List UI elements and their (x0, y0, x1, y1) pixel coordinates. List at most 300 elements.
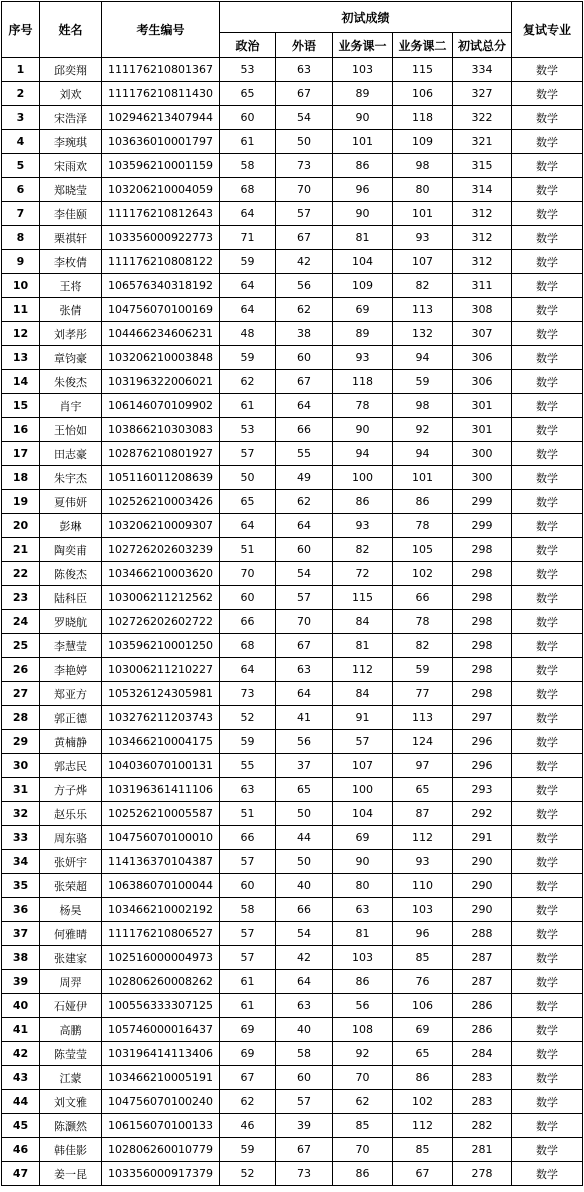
cell-subject-one: 82 (333, 538, 393, 562)
cell-seq: 4 (2, 130, 40, 154)
cell-candidate-id: 106146070109902 (102, 394, 220, 418)
cell-major: 数学 (512, 586, 583, 610)
cell-foreign-language: 73 (276, 154, 333, 178)
cell-name: 方子烨 (40, 778, 102, 802)
cell-candidate-id: 103466210002192 (102, 898, 220, 922)
cell-major: 数学 (512, 730, 583, 754)
cell-major: 数学 (512, 106, 583, 130)
cell-politics: 67 (220, 1066, 276, 1090)
cell-candidate-id: 103196322006021 (102, 370, 220, 394)
cell-major: 数学 (512, 658, 583, 682)
cell-foreign-language: 39 (276, 1114, 333, 1138)
cell-seq: 8 (2, 226, 40, 250)
cell-candidate-id: 103206210004059 (102, 178, 220, 202)
cell-major: 数学 (512, 490, 583, 514)
header-subject-one: 业务课一 (333, 33, 393, 58)
cell-name: 杨昊 (40, 898, 102, 922)
cell-name: 张荣超 (40, 874, 102, 898)
cell-name: 田志豪 (40, 442, 102, 466)
cell-subject-one: 57 (333, 730, 393, 754)
cell-candidate-id: 103596210001250 (102, 634, 220, 658)
cell-foreign-language: 50 (276, 850, 333, 874)
cell-name: 黄楠静 (40, 730, 102, 754)
cell-total: 282 (453, 1114, 512, 1138)
cell-total: 312 (453, 226, 512, 250)
cell-candidate-id: 103636010001797 (102, 130, 220, 154)
cell-foreign-language: 67 (276, 634, 333, 658)
header-total: 初试总分 (453, 33, 512, 58)
cell-subject-two: 113 (393, 298, 453, 322)
cell-subject-two: 115 (393, 58, 453, 82)
cell-subject-one: 90 (333, 202, 393, 226)
cell-major: 数学 (512, 850, 583, 874)
cell-foreign-language: 57 (276, 586, 333, 610)
cell-major: 数学 (512, 298, 583, 322)
cell-subject-one: 118 (333, 370, 393, 394)
cell-candidate-id: 111176210811430 (102, 82, 220, 106)
cell-foreign-language: 38 (276, 322, 333, 346)
cell-major: 数学 (512, 346, 583, 370)
cell-major: 数学 (512, 946, 583, 970)
cell-name: 朱宇杰 (40, 466, 102, 490)
table-row (2, 802, 583, 826)
cell-subject-two: 98 (393, 394, 453, 418)
cell-seq: 17 (2, 442, 40, 466)
cell-seq: 45 (2, 1114, 40, 1138)
cell-seq: 33 (2, 826, 40, 850)
cell-name: 李枚倩 (40, 250, 102, 274)
cell-name: 张妍宇 (40, 850, 102, 874)
cell-subject-two: 78 (393, 610, 453, 634)
cell-foreign-language: 65 (276, 778, 333, 802)
cell-subject-two: 78 (393, 514, 453, 538)
cell-major: 数学 (512, 82, 583, 106)
cell-candidate-id: 102726202602722 (102, 610, 220, 634)
cell-seq: 28 (2, 706, 40, 730)
cell-subject-one: 80 (333, 874, 393, 898)
cell-name: 陈俊杰 (40, 562, 102, 586)
cell-politics: 60 (220, 874, 276, 898)
cell-major: 数学 (512, 154, 583, 178)
cell-name: 姜一昆 (40, 1162, 102, 1186)
cell-subject-one: 86 (333, 154, 393, 178)
cell-subject-two: 65 (393, 1042, 453, 1066)
cell-name: 肖宇 (40, 394, 102, 418)
cell-politics: 66 (220, 826, 276, 850)
table-row (2, 178, 583, 202)
cell-candidate-id: 102876210801927 (102, 442, 220, 466)
cell-name: 高鹏 (40, 1018, 102, 1042)
cell-total: 307 (453, 322, 512, 346)
cell-total: 281 (453, 1138, 512, 1162)
cell-name: 刘孝彤 (40, 322, 102, 346)
table-row (2, 82, 583, 106)
cell-seq: 1 (2, 58, 40, 82)
cell-major: 数学 (512, 1114, 583, 1138)
cell-foreign-language: 50 (276, 130, 333, 154)
cell-foreign-language: 64 (276, 394, 333, 418)
cell-subject-one: 104 (333, 250, 393, 274)
cell-total: 278 (453, 1162, 512, 1186)
cell-foreign-language: 60 (276, 538, 333, 562)
cell-seq: 26 (2, 658, 40, 682)
cell-subject-one: 93 (333, 346, 393, 370)
cell-subject-two: 118 (393, 106, 453, 130)
score-table (1, 1, 583, 1186)
cell-politics: 51 (220, 538, 276, 562)
cell-major: 数学 (512, 634, 583, 658)
cell-subject-two: 97 (393, 754, 453, 778)
cell-name: 周羿 (40, 970, 102, 994)
cell-seq: 12 (2, 322, 40, 346)
cell-politics: 48 (220, 322, 276, 346)
cell-foreign-language: 42 (276, 946, 333, 970)
header-foreign-language: 外语 (276, 33, 333, 58)
cell-foreign-language: 64 (276, 970, 333, 994)
cell-foreign-language: 67 (276, 1138, 333, 1162)
cell-name: 刘文雅 (40, 1090, 102, 1114)
cell-subject-one: 85 (333, 1114, 393, 1138)
cell-subject-one: 104 (333, 802, 393, 826)
cell-foreign-language: 44 (276, 826, 333, 850)
cell-subject-two: 94 (393, 442, 453, 466)
cell-candidate-id: 102516000004973 (102, 946, 220, 970)
cell-subject-two: 93 (393, 850, 453, 874)
cell-seq: 24 (2, 610, 40, 634)
cell-foreign-language: 66 (276, 898, 333, 922)
table-row (2, 1090, 583, 1114)
cell-subject-two: 59 (393, 370, 453, 394)
cell-seq: 29 (2, 730, 40, 754)
cell-candidate-id: 102526210003426 (102, 490, 220, 514)
cell-candidate-id: 105326124305981 (102, 682, 220, 706)
cell-total: 291 (453, 826, 512, 850)
cell-politics: 65 (220, 82, 276, 106)
cell-seq: 46 (2, 1138, 40, 1162)
cell-candidate-id: 103006211210227 (102, 658, 220, 682)
cell-seq: 39 (2, 970, 40, 994)
table-row (2, 946, 583, 970)
cell-candidate-id: 111176210806527 (102, 922, 220, 946)
cell-total: 321 (453, 130, 512, 154)
cell-foreign-language: 64 (276, 514, 333, 538)
cell-seq: 35 (2, 874, 40, 898)
cell-subject-one: 90 (333, 106, 393, 130)
table-row (2, 274, 583, 298)
table-row (2, 922, 583, 946)
table-row (2, 682, 583, 706)
cell-subject-two: 113 (393, 706, 453, 730)
cell-total: 298 (453, 538, 512, 562)
cell-seq: 19 (2, 490, 40, 514)
cell-subject-one: 91 (333, 706, 393, 730)
cell-name: 罗晓航 (40, 610, 102, 634)
table-row (2, 58, 583, 82)
cell-total: 290 (453, 874, 512, 898)
cell-subject-two: 102 (393, 562, 453, 586)
cell-subject-two: 103 (393, 898, 453, 922)
cell-candidate-id: 103466210005191 (102, 1066, 220, 1090)
cell-major: 数学 (512, 1018, 583, 1042)
cell-politics: 59 (220, 250, 276, 274)
cell-subject-two: 112 (393, 826, 453, 850)
cell-foreign-language: 49 (276, 466, 333, 490)
table-row (2, 490, 583, 514)
cell-name: 张倩 (40, 298, 102, 322)
cell-candidate-id: 104036070100131 (102, 754, 220, 778)
table-row (2, 778, 583, 802)
cell-subject-two: 101 (393, 202, 453, 226)
cell-seq: 31 (2, 778, 40, 802)
cell-subject-one: 96 (333, 178, 393, 202)
cell-seq: 43 (2, 1066, 40, 1090)
cell-foreign-language: 41 (276, 706, 333, 730)
cell-major: 数学 (512, 874, 583, 898)
cell-major: 数学 (512, 418, 583, 442)
cell-politics: 50 (220, 466, 276, 490)
cell-seq: 40 (2, 994, 40, 1018)
cell-major: 数学 (512, 682, 583, 706)
cell-politics: 52 (220, 706, 276, 730)
cell-subject-two: 112 (393, 1114, 453, 1138)
cell-name: 章钧豪 (40, 346, 102, 370)
cell-subject-two: 59 (393, 658, 453, 682)
cell-subject-two: 82 (393, 634, 453, 658)
table-row (2, 298, 583, 322)
cell-subject-one: 86 (333, 490, 393, 514)
cell-subject-one: 72 (333, 562, 393, 586)
cell-name: 陶奕甫 (40, 538, 102, 562)
cell-seq: 15 (2, 394, 40, 418)
cell-major: 数学 (512, 130, 583, 154)
header-row-top (2, 2, 583, 33)
cell-politics: 63 (220, 778, 276, 802)
cell-politics: 59 (220, 346, 276, 370)
table-row (2, 562, 583, 586)
cell-foreign-language: 63 (276, 658, 333, 682)
cell-seq: 11 (2, 298, 40, 322)
cell-candidate-id: 103206210009307 (102, 514, 220, 538)
cell-total: 308 (453, 298, 512, 322)
cell-total: 311 (453, 274, 512, 298)
table-row (2, 1042, 583, 1066)
cell-total: 283 (453, 1066, 512, 1090)
cell-candidate-id: 102946213407944 (102, 106, 220, 130)
cell-foreign-language: 54 (276, 922, 333, 946)
table-row (2, 1018, 583, 1042)
cell-politics: 57 (220, 850, 276, 874)
header-candidate-id: 考生编号 (102, 2, 220, 58)
cell-major: 数学 (512, 970, 583, 994)
cell-candidate-id: 103196361411106 (102, 778, 220, 802)
cell-major: 数学 (512, 250, 583, 274)
cell-name: 韩佳影 (40, 1138, 102, 1162)
cell-name: 刘欢 (40, 82, 102, 106)
cell-name: 彭琳 (40, 514, 102, 538)
cell-candidate-id: 100556333307125 (102, 994, 220, 1018)
cell-politics: 69 (220, 1018, 276, 1042)
cell-name: 郭正德 (40, 706, 102, 730)
cell-name: 王将 (40, 274, 102, 298)
cell-foreign-language: 62 (276, 298, 333, 322)
cell-politics: 60 (220, 106, 276, 130)
header-subject-two: 业务课二 (393, 33, 453, 58)
cell-subject-two: 85 (393, 946, 453, 970)
cell-major: 数学 (512, 802, 583, 826)
cell-subject-one: 93 (333, 514, 393, 538)
cell-candidate-id: 111176210808122 (102, 250, 220, 274)
cell-candidate-id: 105746000016437 (102, 1018, 220, 1042)
cell-seq: 16 (2, 418, 40, 442)
cell-foreign-language: 57 (276, 202, 333, 226)
cell-subject-one: 115 (333, 586, 393, 610)
cell-politics: 53 (220, 58, 276, 82)
cell-seq: 25 (2, 634, 40, 658)
cell-candidate-id: 103466210003620 (102, 562, 220, 586)
cell-politics: 58 (220, 154, 276, 178)
cell-candidate-id: 102806260008262 (102, 970, 220, 994)
cell-subject-two: 106 (393, 994, 453, 1018)
cell-total: 286 (453, 1018, 512, 1042)
cell-politics: 68 (220, 634, 276, 658)
cell-subject-one: 103 (333, 946, 393, 970)
cell-foreign-language: 63 (276, 58, 333, 82)
cell-foreign-language: 40 (276, 1018, 333, 1042)
cell-candidate-id: 111176210801367 (102, 58, 220, 82)
cell-politics: 65 (220, 490, 276, 514)
cell-subject-one: 56 (333, 994, 393, 1018)
cell-seq: 32 (2, 802, 40, 826)
cell-candidate-id: 104756070100240 (102, 1090, 220, 1114)
cell-major: 数学 (512, 466, 583, 490)
cell-major: 数学 (512, 610, 583, 634)
cell-candidate-id: 103466210004175 (102, 730, 220, 754)
cell-subject-two: 105 (393, 538, 453, 562)
cell-seq: 44 (2, 1090, 40, 1114)
cell-politics: 51 (220, 802, 276, 826)
cell-subject-one: 78 (333, 394, 393, 418)
table-row (2, 826, 583, 850)
cell-candidate-id: 103206210003848 (102, 346, 220, 370)
cell-foreign-language: 42 (276, 250, 333, 274)
cell-total: 312 (453, 250, 512, 274)
cell-subject-one: 94 (333, 442, 393, 466)
cell-major: 数学 (512, 754, 583, 778)
cell-name: 何雅晴 (40, 922, 102, 946)
cell-foreign-language: 70 (276, 178, 333, 202)
table-row (2, 226, 583, 250)
cell-subject-one: 109 (333, 274, 393, 298)
cell-total: 298 (453, 658, 512, 682)
cell-major: 数学 (512, 514, 583, 538)
cell-name: 郭志民 (40, 754, 102, 778)
cell-name: 李慧莹 (40, 634, 102, 658)
cell-politics: 60 (220, 586, 276, 610)
cell-candidate-id: 103196414113406 (102, 1042, 220, 1066)
cell-foreign-language: 67 (276, 82, 333, 106)
cell-name: 江蒙 (40, 1066, 102, 1090)
cell-name: 陈灏然 (40, 1114, 102, 1138)
cell-seq: 10 (2, 274, 40, 298)
cell-politics: 62 (220, 1090, 276, 1114)
cell-total: 293 (453, 778, 512, 802)
cell-politics: 64 (220, 298, 276, 322)
table-row (2, 610, 583, 634)
cell-subject-two: 102 (393, 1090, 453, 1114)
cell-politics: 58 (220, 898, 276, 922)
cell-major: 数学 (512, 826, 583, 850)
cell-major: 数学 (512, 898, 583, 922)
cell-seq: 5 (2, 154, 40, 178)
table-row (2, 514, 583, 538)
cell-foreign-language: 67 (276, 226, 333, 250)
cell-candidate-id: 102726202603239 (102, 538, 220, 562)
table-row (2, 130, 583, 154)
cell-major: 数学 (512, 226, 583, 250)
cell-name: 李艳婷 (40, 658, 102, 682)
cell-major: 数学 (512, 1162, 583, 1186)
cell-seq: 13 (2, 346, 40, 370)
cell-subject-one: 70 (333, 1138, 393, 1162)
cell-politics: 69 (220, 1042, 276, 1066)
cell-politics: 57 (220, 922, 276, 946)
cell-politics: 64 (220, 274, 276, 298)
cell-total: 292 (453, 802, 512, 826)
table-row (2, 538, 583, 562)
cell-subject-two: 92 (393, 418, 453, 442)
cell-total: 298 (453, 682, 512, 706)
cell-seq: 9 (2, 250, 40, 274)
cell-politics: 62 (220, 370, 276, 394)
cell-total: 301 (453, 418, 512, 442)
cell-name: 石娅伊 (40, 994, 102, 1018)
cell-foreign-language: 55 (276, 442, 333, 466)
table-row (2, 322, 583, 346)
cell-total: 290 (453, 898, 512, 922)
cell-total: 299 (453, 514, 512, 538)
cell-seq: 37 (2, 922, 40, 946)
cell-major: 数学 (512, 562, 583, 586)
cell-subject-one: 100 (333, 778, 393, 802)
cell-subject-two: 109 (393, 130, 453, 154)
cell-major: 数学 (512, 322, 583, 346)
cell-foreign-language: 64 (276, 682, 333, 706)
cell-major: 数学 (512, 274, 583, 298)
cell-subject-two: 87 (393, 802, 453, 826)
cell-candidate-id: 102806260010779 (102, 1138, 220, 1162)
cell-name: 陆科臣 (40, 586, 102, 610)
header-name: 姓名 (40, 2, 102, 58)
cell-seq: 6 (2, 178, 40, 202)
cell-subject-two: 85 (393, 1138, 453, 1162)
cell-politics: 59 (220, 1138, 276, 1162)
cell-seq: 38 (2, 946, 40, 970)
cell-subject-one: 112 (333, 658, 393, 682)
cell-politics: 57 (220, 442, 276, 466)
table-row (2, 418, 583, 442)
cell-candidate-id: 114136370104387 (102, 850, 220, 874)
cell-subject-one: 84 (333, 682, 393, 706)
cell-seq: 47 (2, 1162, 40, 1186)
table-row (2, 466, 583, 490)
cell-foreign-language: 60 (276, 346, 333, 370)
header-politics: 政治 (220, 33, 276, 58)
cell-subject-one: 81 (333, 634, 393, 658)
cell-subject-one: 100 (333, 466, 393, 490)
table-row (2, 754, 583, 778)
cell-politics: 64 (220, 514, 276, 538)
cell-candidate-id: 103276211203743 (102, 706, 220, 730)
